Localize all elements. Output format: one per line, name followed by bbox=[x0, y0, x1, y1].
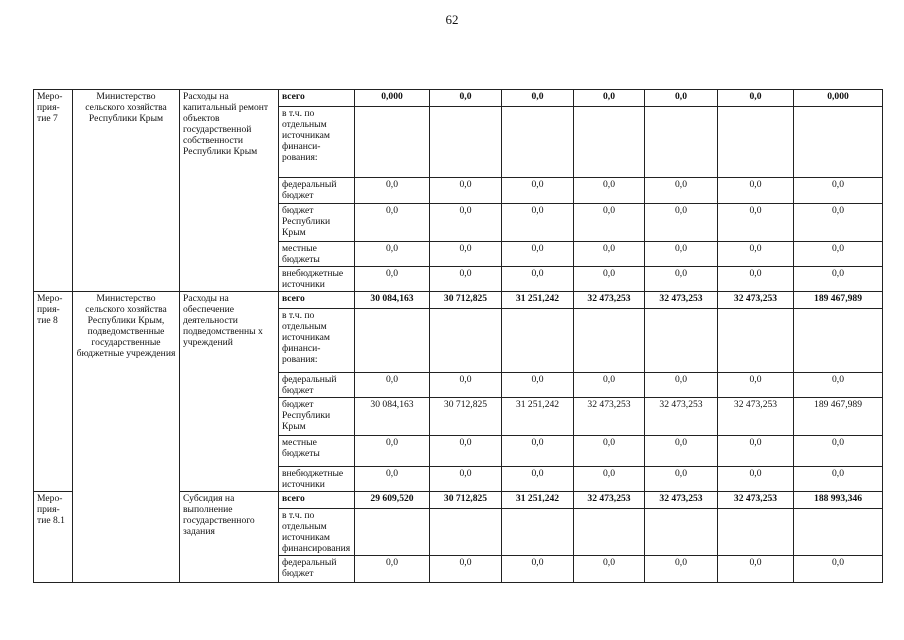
value-cell: 0,0 bbox=[430, 467, 502, 492]
value-cell bbox=[794, 509, 883, 556]
value-cell: 0,0 bbox=[645, 556, 718, 583]
value-cell bbox=[430, 509, 502, 556]
value-cell: 0,0 bbox=[718, 90, 794, 107]
expense-name-cell: Расходы на обеспечение деятельности подведомственны х учреждений bbox=[180, 292, 279, 492]
value-cell bbox=[718, 309, 794, 373]
value-cell: 0,0 bbox=[574, 373, 645, 398]
page-number: 62 bbox=[445, 12, 459, 27]
value-cell: 0,0 bbox=[718, 267, 794, 292]
value-cell: 32 473,253 bbox=[645, 492, 718, 509]
value-cell: 0,0 bbox=[355, 556, 430, 583]
value-cell: 0,0 bbox=[718, 178, 794, 204]
value-cell: 0,0 bbox=[794, 467, 883, 492]
value-cell: 30 084,163 bbox=[355, 292, 430, 309]
value-cell: 0,000 bbox=[355, 90, 430, 107]
value-cell: 0,0 bbox=[718, 436, 794, 467]
value-cell: 0,0 bbox=[430, 90, 502, 107]
value-cell bbox=[502, 509, 574, 556]
value-cell bbox=[355, 509, 430, 556]
value-cell: 32 473,253 bbox=[574, 398, 645, 436]
value-cell bbox=[645, 107, 718, 178]
value-cell: 32 473,253 bbox=[574, 292, 645, 309]
value-cell: 0,0 bbox=[430, 242, 502, 267]
funding-source-cell: всего bbox=[279, 90, 355, 107]
value-cell: 0,0 bbox=[502, 467, 574, 492]
value-cell: 0,0 bbox=[502, 267, 574, 292]
value-cell: 188 993,346 bbox=[794, 492, 883, 509]
value-cell: 0,0 bbox=[355, 178, 430, 204]
value-cell: 0,0 bbox=[574, 436, 645, 467]
value-cell bbox=[574, 107, 645, 178]
value-cell bbox=[502, 309, 574, 373]
executor-cell: Министерство сельского хозяйства Республики Крым bbox=[73, 90, 180, 292]
value-cell bbox=[645, 309, 718, 373]
value-cell: 0,0 bbox=[355, 204, 430, 242]
value-cell bbox=[794, 309, 883, 373]
value-cell: 30 712,825 bbox=[430, 292, 502, 309]
funding-source-cell: в т.ч. по отдельным источникам финанси-рования: bbox=[279, 107, 355, 178]
value-cell: 32 473,253 bbox=[718, 492, 794, 509]
value-cell: 0,0 bbox=[645, 436, 718, 467]
value-cell bbox=[574, 309, 645, 373]
expense-name-cell: Расходы на капитальный ремонт объектов государственной собственности Республики Крым bbox=[180, 90, 279, 292]
event-cell: Меро- прия- тие 7 bbox=[34, 90, 73, 292]
funding-source-cell: федеральный бюджет bbox=[279, 556, 355, 583]
value-cell: 0,0 bbox=[794, 204, 883, 242]
funding-source-cell: всего bbox=[279, 292, 355, 309]
value-cell: 0,0 bbox=[794, 373, 883, 398]
value-cell: 32 473,253 bbox=[645, 398, 718, 436]
value-cell: 0,0 bbox=[502, 556, 574, 583]
funding-source-cell: бюджет Республики Крым bbox=[279, 204, 355, 242]
value-cell: 0,0 bbox=[718, 373, 794, 398]
value-cell: 0,0 bbox=[794, 436, 883, 467]
value-cell bbox=[718, 107, 794, 178]
value-cell: 0,0 bbox=[574, 267, 645, 292]
value-cell: 0,0 bbox=[430, 267, 502, 292]
event-cell: Меро- прия- тие 8.1 bbox=[34, 492, 73, 583]
funding-source-cell: в т.ч. по отдельным источникам финансирования bbox=[279, 509, 355, 556]
value-cell: 0,0 bbox=[355, 267, 430, 292]
value-cell bbox=[430, 107, 502, 178]
value-cell: 0,0 bbox=[718, 556, 794, 583]
value-cell: 0,0 bbox=[574, 90, 645, 107]
value-cell bbox=[574, 509, 645, 556]
value-cell: 189 467,989 bbox=[794, 398, 883, 436]
value-cell: 30 712,825 bbox=[430, 398, 502, 436]
executor-cell: Министерство сельского хозяйства Республики Крым, подведомственные государственные бюджетные учреждения bbox=[73, 292, 180, 583]
funding-source-cell: местные бюджеты bbox=[279, 436, 355, 467]
funding-source-cell: местные бюджеты bbox=[279, 242, 355, 267]
table-row bbox=[34, 90, 883, 107]
value-cell bbox=[355, 107, 430, 178]
value-cell: 0,0 bbox=[645, 90, 718, 107]
table-row bbox=[34, 292, 883, 309]
value-cell: 0,0 bbox=[502, 373, 574, 398]
value-cell bbox=[502, 107, 574, 178]
value-cell: 0,0 bbox=[355, 467, 430, 492]
value-cell: 32 473,253 bbox=[718, 292, 794, 309]
value-cell: 0,0 bbox=[355, 242, 430, 267]
funding-source-cell: федеральный бюджет bbox=[279, 373, 355, 398]
value-cell: 31 251,242 bbox=[502, 398, 574, 436]
funding-source-cell: внебюджетные источники bbox=[279, 467, 355, 492]
value-cell: 0,0 bbox=[645, 204, 718, 242]
value-cell: 0,0 bbox=[794, 242, 883, 267]
value-cell: 31 251,242 bbox=[502, 492, 574, 509]
value-cell bbox=[794, 107, 883, 178]
value-cell: 0,0 bbox=[502, 436, 574, 467]
value-cell: 0,0 bbox=[430, 436, 502, 467]
value-cell: 0,0 bbox=[502, 204, 574, 242]
value-cell bbox=[355, 309, 430, 373]
value-cell: 32 473,253 bbox=[718, 398, 794, 436]
funding-source-cell: бюджет Республики Крым bbox=[279, 398, 355, 436]
value-cell: 0,0 bbox=[574, 242, 645, 267]
value-cell: 0,0 bbox=[574, 204, 645, 242]
value-cell bbox=[645, 509, 718, 556]
value-cell: 0,0 bbox=[645, 178, 718, 204]
value-cell: 31 251,242 bbox=[502, 292, 574, 309]
funding-source-cell: федеральный бюджет bbox=[279, 178, 355, 204]
value-cell: 0,0 bbox=[645, 373, 718, 398]
value-cell: 0,0 bbox=[645, 242, 718, 267]
event-cell: Меро- прия- тие 8 bbox=[34, 292, 73, 492]
value-cell: 0,0 bbox=[718, 242, 794, 267]
value-cell: 0,000 bbox=[794, 90, 883, 107]
value-cell: 0,0 bbox=[502, 242, 574, 267]
value-cell: 0,0 bbox=[355, 373, 430, 398]
funding-source-cell: всего bbox=[279, 492, 355, 509]
value-cell bbox=[718, 509, 794, 556]
value-cell: 0,0 bbox=[430, 204, 502, 242]
budget-table bbox=[33, 89, 883, 583]
value-cell: 32 473,253 bbox=[574, 492, 645, 509]
value-cell: 0,0 bbox=[502, 178, 574, 204]
value-cell: 29 609,520 bbox=[355, 492, 430, 509]
value-cell: 0,0 bbox=[430, 178, 502, 204]
value-cell: 0,0 bbox=[355, 436, 430, 467]
value-cell: 0,0 bbox=[574, 467, 645, 492]
expense-name-cell: Субсидия на выполнение государственного задания bbox=[180, 492, 279, 583]
value-cell bbox=[430, 309, 502, 373]
value-cell: 0,0 bbox=[794, 556, 883, 583]
value-cell: 0,0 bbox=[718, 467, 794, 492]
value-cell: 0,0 bbox=[574, 178, 645, 204]
value-cell: 0,0 bbox=[574, 556, 645, 583]
value-cell: 0,0 bbox=[502, 90, 574, 107]
value-cell: 32 473,253 bbox=[645, 292, 718, 309]
value-cell: 30 084,163 bbox=[355, 398, 430, 436]
funding-source-cell: внебюджетные источники bbox=[279, 267, 355, 292]
value-cell: 0,0 bbox=[794, 178, 883, 204]
value-cell: 0,0 bbox=[794, 267, 883, 292]
value-cell: 0,0 bbox=[645, 467, 718, 492]
value-cell: 30 712,825 bbox=[430, 492, 502, 509]
value-cell: 189 467,989 bbox=[794, 292, 883, 309]
value-cell: 0,0 bbox=[718, 204, 794, 242]
value-cell: 0,0 bbox=[430, 373, 502, 398]
funding-source-cell: в т.ч. по отдельным источникам финанси-рования: bbox=[279, 309, 355, 373]
value-cell: 0,0 bbox=[645, 267, 718, 292]
value-cell: 0,0 bbox=[430, 556, 502, 583]
